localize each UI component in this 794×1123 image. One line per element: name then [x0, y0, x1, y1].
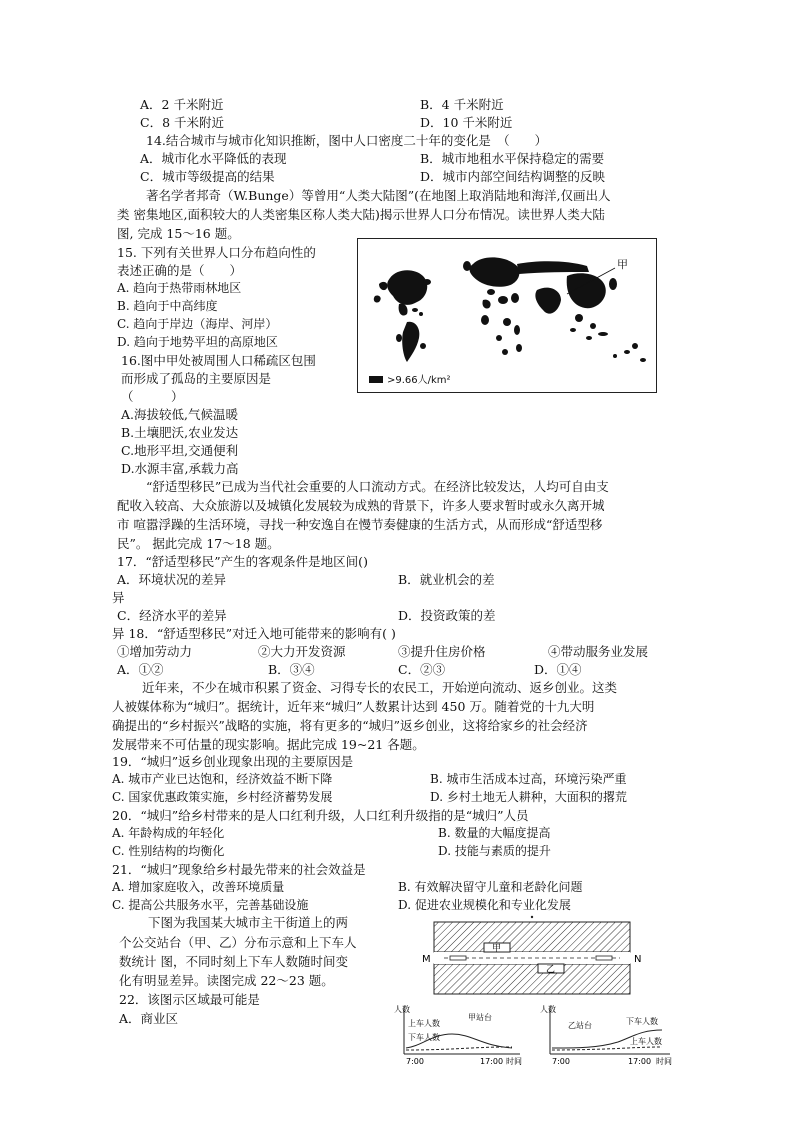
intro-17-line-2: 配收入较高、大众旅游以及城镇化发展较为成熟的背景下，许多人要求暂时或永久离开城	[117, 498, 605, 513]
yi-t-start: 7:00	[552, 1057, 570, 1066]
jia-series-up-label: 上车人数	[408, 1019, 440, 1028]
yi-t-end: 17:00	[628, 1057, 652, 1066]
jia-series-down-line	[406, 1047, 512, 1050]
q20-option-d: D. 技能与素质的提升	[438, 844, 551, 858]
q15-stem-1: 15. 下列有关世界人口分布趋向性的	[117, 245, 316, 260]
q17-option-a: A．环境状况的差异	[117, 572, 227, 587]
q17-option-d: D．投资政策的差	[398, 608, 496, 623]
north-block	[434, 922, 630, 952]
q18-option-d: D．①④	[534, 662, 582, 677]
q20-option-c: C. 性别结构的均衡化	[112, 844, 225, 858]
chart-stop-jia	[392, 1004, 532, 1068]
intro-15-line-2: 类 密集地区,面积较大的人类密集区称人类大陆)揭示世界人口分布情况。读世界人类大陆	[117, 207, 605, 222]
q20-option-a: A. 年龄构成的年轻化	[112, 826, 225, 840]
q22-option-a: A．商业区	[119, 1011, 179, 1026]
street-bus-stop-diagram	[420, 912, 670, 1002]
q14-option-b: B．城市地租水平保持稳定的需要	[420, 151, 605, 166]
stop-yi-label: 乙	[546, 965, 556, 975]
q16-option-d: D.水源丰富,承载力高	[121, 461, 239, 476]
jia-title: 甲站台	[468, 1013, 492, 1022]
q20-option-b: B. 数量的大幅度提高	[438, 826, 551, 840]
legend-swatch	[369, 376, 383, 383]
q13-option-c: C．8 千米附近	[140, 115, 224, 130]
intro-17-line-3: 市 喧嚣浮躁的生活环境，寻找一种安逸自在慢节奏健康的生活方式，从而形成“舒适型移	[117, 517, 603, 532]
stop-jia-label: 甲	[492, 944, 502, 954]
q21-option-d: D. 促进农业规模化和专业化发展	[398, 898, 571, 912]
q18-stem: 异 18．“舒适型移民”对迁入地可能带来的影响有( )	[112, 626, 396, 641]
label-n: N	[634, 954, 642, 965]
intro-22-line-4: 化有明显差异。读图完成 22～23 题。	[119, 973, 334, 988]
q16-option-c: C.地形平坦,交通便利	[121, 443, 239, 458]
q15-option-b: B. 趋向于中高纬度	[117, 299, 218, 313]
q22-stem: 22．该图示区域最可能是	[119, 992, 260, 1007]
q19-option-d: D. 乡村土地无人耕种，大面积的撂荒	[430, 790, 627, 804]
world-population-map	[357, 238, 657, 393]
map-label-jia: 甲	[617, 258, 628, 271]
intro-15-line-1: 著名学者邦奇（W.Bunge）等曾用“人类大陆图”(在地图上取消陆地和海洋,仅画出人	[146, 188, 611, 203]
q21-stem: 21．“城归”现象给乡村最先带来的社会效益是	[112, 862, 366, 877]
q19-option-b: B. 城市生活成本过高，环境污染严重	[430, 772, 627, 786]
intro-19-line-3: 确提出的“乡村振兴”战略的实施，将有更多的“城归”返乡创业，这将给家乡的社会经济	[112, 718, 588, 733]
q17-option-c: C．经济水平的差异	[117, 608, 227, 623]
intro-19-line-2: 人被媒体称为“城归”。据统计，近年来“城归”人数累计达到 450 万。随着党的十九大明	[112, 699, 595, 714]
q16-option-a: A.海拔较低,气候温暖	[121, 407, 238, 422]
q18-option-c: C．②③	[398, 662, 446, 677]
q18-item-1: ①增加劳动力	[117, 644, 193, 659]
jia-ylabel: 人数	[394, 1005, 410, 1014]
q19-stem: 19．“城归”返乡创业现象出现的主要原因是	[112, 754, 354, 769]
q18-option-a: A．①②	[117, 662, 164, 677]
chart-stop-yi	[538, 1004, 678, 1068]
q20-stem: 20．“城归”给乡村带来的是人口红利升级，人口红利升级指的是“城归”人员	[112, 808, 529, 823]
q17-option-b-cont: 异	[112, 590, 125, 605]
intro-22-line-3: 数统计 图，不同时刻上下车人数随时间变	[119, 954, 348, 969]
bus-right	[596, 956, 612, 960]
intro-19-line-4: 发展带来不可估量的现实影响。据此完成 19~21 各题。	[112, 737, 425, 752]
intro-22-line-1: 下图为我国某大城市主干街道上的两	[148, 915, 349, 930]
intro-19-line-1: 近年来，不少在城市积累了资金、习得专长的农民工，开始逆向流动、返乡创业。这类	[142, 680, 618, 695]
q16-stem-2: 而形成了孤岛的主要原因是	[121, 371, 272, 386]
jia-t-start: 7:00	[406, 1057, 424, 1066]
q15-stem-2: 表述正确的是（ ）	[117, 263, 243, 278]
q14-stem: 14.结合城市与城市化知识推断，图中人口密度二十年的变化是 （ ）	[146, 133, 548, 148]
q13-option-a: A．2 千米附近	[140, 97, 224, 112]
q21-option-b: B. 有效解决留守儿童和老龄化问题	[398, 880, 583, 894]
jia-t-end: 17:00	[480, 1057, 504, 1066]
yi-xlabel: 时间	[656, 1057, 672, 1066]
intro-17-line-4: 民”。 据此完成 17～18 题。	[117, 536, 280, 551]
yi-series-up-label: 上车人数	[630, 1037, 662, 1046]
q18-option-b: B．③④	[268, 662, 315, 677]
q18-item-4: ④带动服务业发展	[548, 644, 649, 659]
q13-option-b: B．4 千米附近	[420, 97, 504, 112]
q19-option-a: A. 城市产业已达饱和，经济效益不断下降	[112, 772, 333, 786]
intro-22-line-2: 个公交站台（甲、乙）分布示意和上下车人	[119, 935, 357, 950]
q14-option-d: D．城市内部空间结构调整的反映	[420, 169, 606, 184]
q16-stem-3: （ ）	[121, 389, 184, 404]
q18-item-2: ②大力开发资源	[258, 644, 346, 659]
q21-option-c: C. 提高公共服务水平，完善基础设施	[112, 898, 309, 912]
south-block	[434, 964, 630, 994]
q14-option-c: C．城市等级提高的结果	[140, 169, 275, 184]
intro-17-line-1: “舒适型移民”已成为当代社会重要的人口流动方式。在经济比较发达，人均可自由支	[146, 479, 609, 494]
q16-option-b: B.土壤肥沃,农业发达	[121, 425, 239, 440]
label-m: M	[422, 954, 431, 965]
q21-option-a: A. 增加家庭收入，改善环境质量	[112, 880, 285, 894]
q15-option-d: D. 趋向于地势平坦的高原地区	[117, 335, 278, 349]
yi-title: 乙站台	[568, 1021, 592, 1030]
q16-stem-1: 16.图中甲处被周围人口稀疏区包围	[121, 353, 316, 368]
yi-series-down-label: 下车人数	[626, 1017, 658, 1026]
map-legend-text: >9.66人/km²	[387, 375, 451, 386]
yi-ylabel: 人数	[540, 1005, 556, 1014]
q14-option-a: A．城市化水平降低的表现	[140, 151, 287, 166]
q13-option-d: D．10 千米附近	[420, 115, 513, 130]
q17-stem: 17．“舒适型移民”产生的客观条件是地区间()	[117, 554, 368, 569]
bus-left	[450, 956, 466, 960]
q19-option-c: C. 国家优惠政策实施，乡村经济蓄势发展	[112, 790, 333, 804]
q18-item-3: ③提升住房价格	[398, 644, 486, 659]
jia-xlabel: 时间	[506, 1057, 522, 1066]
q15-option-c: C. 趋向于岸边（海岸、河岸）	[117, 317, 278, 331]
q17-option-b: B．就业机会的差	[398, 572, 495, 587]
intro-15-line-3: 图, 完成 15～16 题。	[117, 226, 240, 241]
jia-series-down-label: 下车人数	[408, 1033, 440, 1042]
q15-option-a: A. 趋向于热带雨林地区	[117, 281, 242, 295]
